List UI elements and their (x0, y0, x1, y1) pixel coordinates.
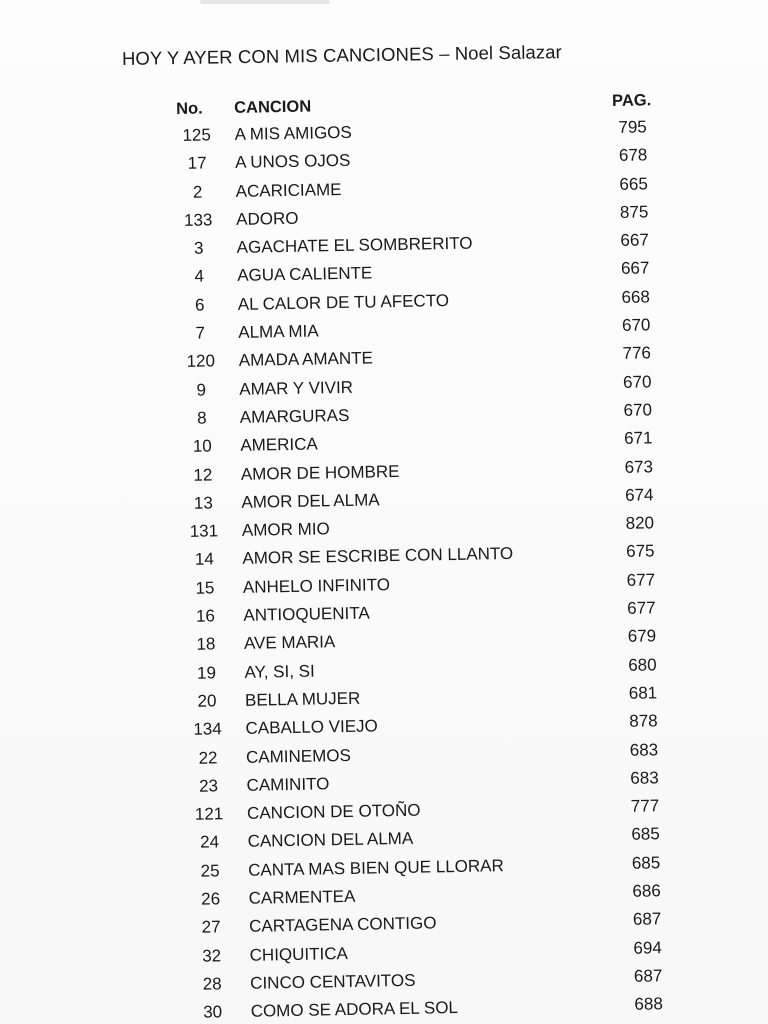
row-song-title: COMO SE ADORA EL SOL (250, 998, 459, 1021)
row-number: 10 (192, 436, 212, 457)
row-number: 16 (195, 606, 216, 626)
table-body (176, 117, 693, 1024)
row-song-title: ACARICIAME (235, 179, 342, 201)
row-number: 13 (193, 493, 214, 513)
header-page: PAG. (611, 91, 652, 111)
row-song-title: ANTIOQUENITA (243, 603, 370, 625)
row-number: 3 (193, 238, 204, 258)
row-number: 23 (198, 776, 219, 796)
row-number: 2 (192, 182, 203, 202)
row-number: 20 (197, 691, 217, 711)
row-page-number: 687 (633, 966, 663, 986)
row-page-number: 673 (624, 456, 654, 477)
row-song-title: AMOR DEL ALMA (241, 490, 380, 512)
row-number: 4 (194, 267, 205, 287)
row-page-number: 668 (621, 287, 651, 307)
row-song-title: AGACHATE EL SOMBRERITO (236, 233, 473, 258)
row-page-number: 680 (628, 654, 657, 675)
row-song-title: CAMINITO (246, 774, 330, 795)
row-page-number: 685 (631, 852, 661, 873)
row-number: 24 (199, 832, 220, 853)
song-index-table (176, 91, 693, 1024)
row-number: 18 (196, 634, 216, 655)
header-number: No. (176, 99, 203, 118)
row-song-title: AMAR Y VIVIR (239, 377, 354, 399)
row-song-title: AMOR SE ESCRIBE CON LLANTO (242, 544, 514, 569)
header-song: CANCION (233, 97, 312, 117)
row-page-number: 683 (629, 739, 659, 760)
row-page-number: 674 (624, 485, 654, 505)
row-song-title: CHIQUITICA (249, 943, 349, 965)
row-page-number: 820 (625, 513, 655, 533)
row-song-title: ALMA MIA (238, 321, 319, 342)
row-song-title: CAMINEMOS (245, 745, 352, 767)
row-song-title: A UNOS OJOS (234, 151, 351, 173)
row-page-number: 667 (620, 258, 650, 279)
row-number: 26 (201, 889, 221, 909)
row-number: 120 (186, 351, 216, 372)
row-page-number: 665 (619, 173, 648, 194)
row-page-number: 681 (628, 683, 658, 703)
row-number: 121 (194, 804, 224, 824)
scan-artifact (200, 0, 330, 4)
row-page-number: 875 (619, 202, 649, 222)
row-number: 30 (203, 1002, 223, 1022)
row-page-number: 687 (632, 909, 662, 930)
row-song-title: CANCION DE OTOÑO (246, 800, 421, 823)
row-song-title: CANCION DEL ALMA (247, 829, 414, 852)
row-song-title: ADORO (236, 208, 299, 229)
row-number: 8 (196, 408, 207, 428)
row-number: 25 (200, 861, 220, 881)
row-song-title: AL CALOR DE TU AFECTO (237, 290, 450, 314)
row-page-number: 670 (623, 400, 653, 420)
row-song-title: CARMENTEA (248, 886, 356, 908)
row-number: 9 (196, 380, 207, 400)
row-number: 133 (183, 210, 213, 230)
row-page-number: 776 (622, 343, 652, 364)
row-song-title: AMOR DE HOMBRE (240, 461, 400, 484)
row-number: 32 (202, 945, 222, 966)
row-number: 15 (195, 578, 215, 598)
row-page-number: 685 (631, 824, 660, 845)
row-song-title: CABALLO VIEJO (245, 716, 378, 739)
row-page-number: 683 (630, 768, 659, 788)
row-number: 19 (196, 663, 217, 683)
row-page-number: 694 (633, 937, 662, 958)
row-page-number: 677 (627, 598, 656, 618)
row-song-title: AMARGURAS (239, 405, 350, 427)
row-page-number: 677 (626, 570, 656, 590)
row-number: 27 (201, 917, 221, 937)
row-song-title: CINCO CENTAVITOS (250, 970, 416, 993)
row-number: 131 (189, 521, 219, 541)
row-song-title: BELLA MUJER (244, 688, 361, 710)
row-page-number: 795 (618, 117, 647, 137)
row-page-number: 671 (623, 428, 653, 449)
row-song-title: AMOR MIO (241, 519, 330, 541)
row-number: 17 (187, 153, 207, 174)
row-page-number: 670 (621, 315, 651, 335)
row-number: 22 (198, 747, 218, 768)
row-number: 12 (193, 464, 213, 485)
row-song-title: AMERICA (240, 434, 318, 456)
row-page-number: 678 (618, 145, 648, 166)
row-number: 14 (194, 549, 215, 570)
row-page-number: 878 (629, 711, 658, 732)
row-song-title: ANHELO INFINITO (242, 574, 391, 597)
row-number: 28 (202, 974, 222, 994)
row-number: 6 (194, 295, 205, 315)
row-page-number: 679 (627, 626, 657, 647)
row-page-number: 667 (620, 230, 650, 251)
row-song-title: A MIS AMIGOS (234, 122, 352, 144)
row-song-title: AY, SI, SI (244, 661, 315, 682)
row-page-number: 686 (632, 881, 661, 901)
row-song-title: AVE MARIA (243, 632, 336, 654)
row-page-number: 688 (634, 994, 664, 1014)
row-page-number: 675 (625, 541, 655, 562)
row-song-title: CARTAGENA CONTIGO (248, 913, 437, 937)
row-number: 7 (195, 323, 206, 343)
row-song-title: AGUA CALIENTE (237, 263, 373, 286)
row-number: 125 (182, 125, 212, 145)
row-song-title: AMADA AMANTE (238, 348, 374, 371)
row-number: 134 (193, 719, 222, 740)
row-page-number: 670 (622, 372, 652, 392)
document-title: HOY Y AYER CON MIS CANCIONES – Noel Salazar (121, 41, 562, 69)
row-page-number: 777 (630, 796, 660, 816)
row-song-title: CANTA MAS BIEN QUE LLORAR (247, 855, 504, 880)
